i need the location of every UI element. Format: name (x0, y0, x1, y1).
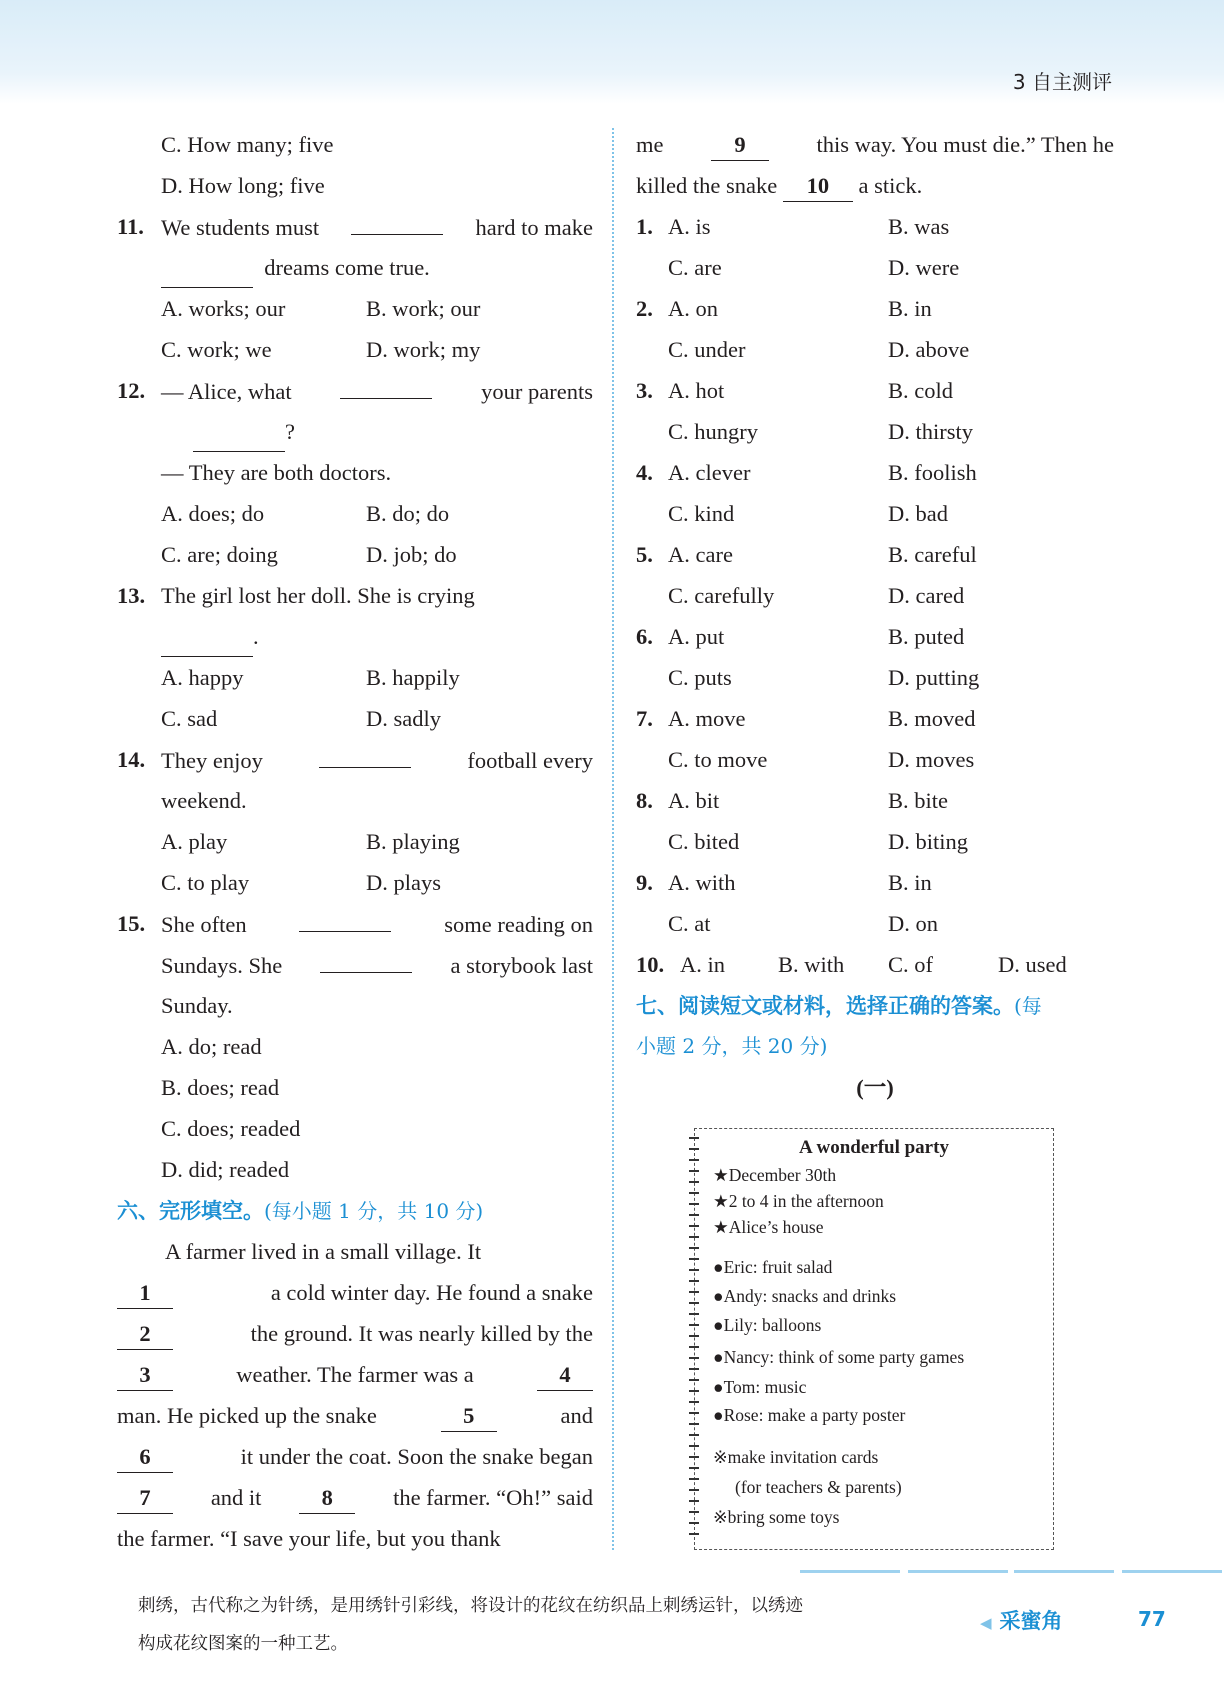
footer-note (138, 1587, 803, 1663)
numbered-blank: 10 (783, 171, 853, 202)
question-number: 2. (636, 296, 653, 321)
footer-decor-line (1122, 1570, 1222, 1573)
option-c: C. of (888, 952, 933, 977)
answer-blank (299, 903, 391, 932)
option-c: C. sad (161, 706, 218, 731)
question-number: 5. (636, 542, 653, 567)
card-note-item: ※bring some toys (713, 1507, 840, 1527)
option-row (636, 329, 1114, 370)
question-number: 8. (636, 788, 653, 813)
option-c: C. work; we (161, 337, 272, 362)
question-number: 11. (117, 214, 144, 239)
option-c: C. bited (668, 829, 740, 854)
question-text: weekend. (161, 788, 247, 813)
option-a: A. does; do (161, 501, 265, 526)
question-number: 10. (636, 952, 665, 977)
option-a: A. hot (668, 378, 725, 403)
option-row (636, 698, 1114, 739)
question-text: We students must (161, 215, 320, 240)
option-a: A. put (668, 624, 725, 649)
option-b: B. moved (888, 706, 976, 731)
passage-line: the farmer. “I save your life, but you thank (117, 1526, 501, 1551)
option-row (636, 534, 1114, 575)
option-b: B. do; do (366, 501, 450, 526)
option-c: C. are; doing (161, 542, 278, 567)
option-c: C. to move (668, 747, 768, 772)
passage-line: 2 the ground. It was nearly killed by the (117, 1313, 593, 1354)
numbered-blank: 2 (117, 1319, 173, 1350)
question-number: 4. (636, 460, 653, 485)
option-row-10 (636, 944, 1114, 985)
question-text: football every (467, 748, 593, 773)
option-a: A. care (668, 542, 733, 567)
passage-line: me 9 this way. You must die.” Then he (636, 124, 1114, 165)
answer-text: — They are both doctors. (161, 460, 392, 485)
option-d: D. putting (888, 665, 980, 690)
card-star-item: ★Alice’s house (713, 1217, 824, 1237)
footer-line: 构成花纹图案的一种工艺。 (138, 1634, 348, 1654)
section-note: 小题 2 分，共 20 分) (636, 1034, 828, 1058)
option-row (636, 206, 1114, 247)
option-d: D. job; do (366, 542, 457, 567)
card-note-item: ※make invitation cards (713, 1447, 879, 1467)
card-task-item: ●Eric: fruit salad (713, 1257, 833, 1277)
option-b: B. bite (888, 788, 948, 813)
question-text: ? (285, 419, 295, 444)
brand-label: ◀ 采蜜角 (980, 1609, 1063, 1633)
section-note: (每小题 1 分，共 10 分) (264, 1199, 484, 1223)
question-text: hard to make (475, 215, 593, 240)
card-title: A wonderful party (799, 1137, 949, 1158)
answer-blank (161, 259, 253, 288)
section-label: 3 自主测评 (1012, 70, 1112, 94)
option-b: B. happily (366, 665, 460, 690)
question-text: The girl lost her doll. She is crying (161, 583, 475, 608)
option-c: C. puts (668, 665, 732, 690)
option-c: C. to play (161, 870, 250, 895)
card-note-item: (for teachers & parents) (735, 1477, 902, 1497)
question-text: — Alice, what (161, 379, 292, 404)
numbered-blank: 4 (537, 1360, 593, 1391)
option-b: B. in (888, 296, 932, 321)
question-number: 1. (636, 214, 653, 239)
option-d: D. biting (888, 829, 969, 854)
option-a: A. clever (668, 460, 751, 485)
option-row (636, 575, 1114, 616)
numbered-blank: 7 (117, 1483, 173, 1514)
answer-blank (161, 628, 253, 657)
question-text: your parents (481, 379, 593, 404)
option-c: C. are (668, 255, 722, 280)
option-d: D. sadly (366, 706, 441, 731)
party-notice-card (694, 1128, 1054, 1550)
option-b: B. in (888, 870, 932, 895)
footer-decor-line (1014, 1570, 1114, 1573)
option-row (636, 370, 1114, 411)
option-b: B. playing (366, 829, 460, 854)
answer-blank (319, 739, 411, 768)
question-number: 7. (636, 706, 653, 731)
passage-line: 7 and it 8 the farmer. “Oh!” said (117, 1477, 593, 1518)
option-c: C. carefully (668, 583, 775, 608)
option-a: A. happy (161, 665, 244, 690)
option-d: D. used (998, 952, 1067, 977)
option-row (636, 493, 1114, 534)
passage-line: man. He picked up the snake 5 and (117, 1395, 593, 1436)
option-d: D. plays (366, 870, 441, 895)
question-number: 13. (117, 583, 146, 608)
option-c: C. at (668, 911, 711, 936)
option-b: B. was (888, 214, 950, 239)
card-task-item: ●Andy: snacks and drinks (713, 1286, 897, 1306)
footer-line: 刺绣，古代称之为针绣，是用绣针引彩线，将设计的花纹在纺织品上刺绣运针，以绣迹 (138, 1596, 803, 1616)
question-text: Sundays. She (161, 953, 283, 978)
card-task-item: ●Tom: music (713, 1377, 807, 1397)
footer-decor-line (800, 1570, 900, 1573)
answer-blank (340, 370, 432, 399)
passage-line: killed the snake 10 a stick. (636, 165, 922, 206)
numbered-blank: 9 (711, 130, 769, 161)
option-d: D. cared (888, 583, 965, 608)
option-d: D. moves (888, 747, 975, 772)
option-c: C. under (668, 337, 746, 362)
question-number: 3. (636, 378, 653, 403)
answer-blank (193, 423, 285, 452)
section-note: (每 (1014, 994, 1042, 1018)
question-text: They enjoy (161, 748, 263, 773)
option-a: A. move (668, 706, 746, 731)
option-row (636, 862, 1114, 903)
numbered-blank: 8 (299, 1483, 355, 1514)
arrow-left-icon: ◀ (980, 1614, 992, 1632)
answer-blank (320, 944, 412, 973)
footer-decor-line (908, 1570, 1008, 1573)
numbered-blank: 3 (117, 1360, 173, 1391)
option-a: A. play (161, 829, 228, 854)
option-b: B. work; our (366, 296, 481, 321)
page-number: 77 (1138, 1607, 1166, 1631)
option-a: A. works; our (161, 296, 286, 321)
option-row (636, 247, 1114, 288)
passage-number: (一) (856, 1075, 894, 1100)
question-14 (117, 739, 593, 780)
option-b: B. does; read (161, 1075, 280, 1100)
section-7-heading (636, 985, 1114, 1026)
option-row (636, 288, 1114, 329)
left-column (117, 124, 593, 1559)
section-title: 七、阅读短文或材料，选择正确的答案。 (636, 994, 1014, 1018)
option-b: B. foolish (888, 460, 977, 485)
option-b: B. with (778, 952, 845, 977)
option-c: C. does; readed (161, 1116, 301, 1141)
right-column (636, 124, 1114, 1108)
option-d: D. above (888, 337, 970, 362)
question-12 (117, 370, 593, 411)
option-d: D. did; readed (161, 1157, 290, 1182)
section-title: 六、完形填空。 (117, 1199, 264, 1223)
numbered-blank: 5 (441, 1401, 497, 1432)
option-a: A. do; read (161, 1034, 262, 1059)
option-a: A. on (668, 296, 718, 321)
option-c: C. How many; five (161, 132, 334, 157)
question-text: some reading on (444, 912, 593, 937)
option-c: C. hungry (668, 419, 758, 444)
option-b: B. careful (888, 542, 977, 567)
page-header (0, 0, 1224, 104)
option-a: A. is (668, 214, 711, 239)
option-row (636, 657, 1114, 698)
card-task-item: ●Nancy: think of some party games (713, 1347, 965, 1367)
option-d: D. were (888, 255, 960, 280)
question-number: 12. (117, 378, 146, 403)
passage-line: A farmer lived in a small village. It (165, 1239, 482, 1264)
passage-line: 1 a cold winter day. He found a snake (117, 1272, 593, 1313)
option-row (636, 821, 1114, 862)
question-text: . (253, 624, 259, 649)
option-d: D. bad (888, 501, 948, 526)
option-row (636, 616, 1114, 657)
option-row (636, 780, 1114, 821)
numbered-blank: 1 (117, 1278, 173, 1309)
cloze-options (636, 206, 1114, 944)
section-6-heading (117, 1190, 593, 1231)
option-d: D. on (888, 911, 938, 936)
question-text: a storybook last (450, 953, 593, 978)
question-text: dreams come true. (264, 255, 430, 280)
spiral-binding (689, 1137, 699, 1541)
question-text: Sunday. (161, 993, 233, 1018)
card-star-item: ★2 to 4 in the afternoon (713, 1191, 884, 1211)
question-13 (117, 575, 593, 616)
question-number: 14. (117, 747, 146, 772)
card-task-item: ●Rose: make a party poster (713, 1405, 906, 1425)
option-row (636, 452, 1114, 493)
card-task-item: ●Lily: balloons (713, 1315, 822, 1335)
question-number: 6. (636, 624, 653, 649)
card-star-item: ★December 30th (713, 1165, 837, 1185)
question-15 (117, 903, 593, 944)
option-row (636, 739, 1114, 780)
passage-line: 3 weather. The farmer was a 4 (117, 1354, 593, 1395)
question-11 (117, 206, 593, 247)
option-a: A. with (668, 870, 736, 895)
option-d: D. work; my (366, 337, 481, 362)
question-number: 9. (636, 870, 653, 895)
question-number: 15. (117, 911, 146, 936)
column-divider (612, 128, 614, 1550)
passage-line: 6 it under the coat. Soon the snake began (117, 1436, 593, 1477)
question-text: She often (161, 912, 247, 937)
option-d: D. How long; five (161, 173, 325, 198)
answer-blank (351, 206, 443, 235)
option-row (636, 903, 1114, 944)
option-a: A. in (680, 952, 725, 977)
option-c: C. kind (668, 501, 735, 526)
numbered-blank: 6 (117, 1442, 173, 1473)
option-a: A. bit (668, 788, 720, 813)
option-b: B. cold (888, 378, 953, 403)
option-row (636, 411, 1114, 452)
option-b: B. puted (888, 624, 965, 649)
option-d: D. thirsty (888, 419, 974, 444)
